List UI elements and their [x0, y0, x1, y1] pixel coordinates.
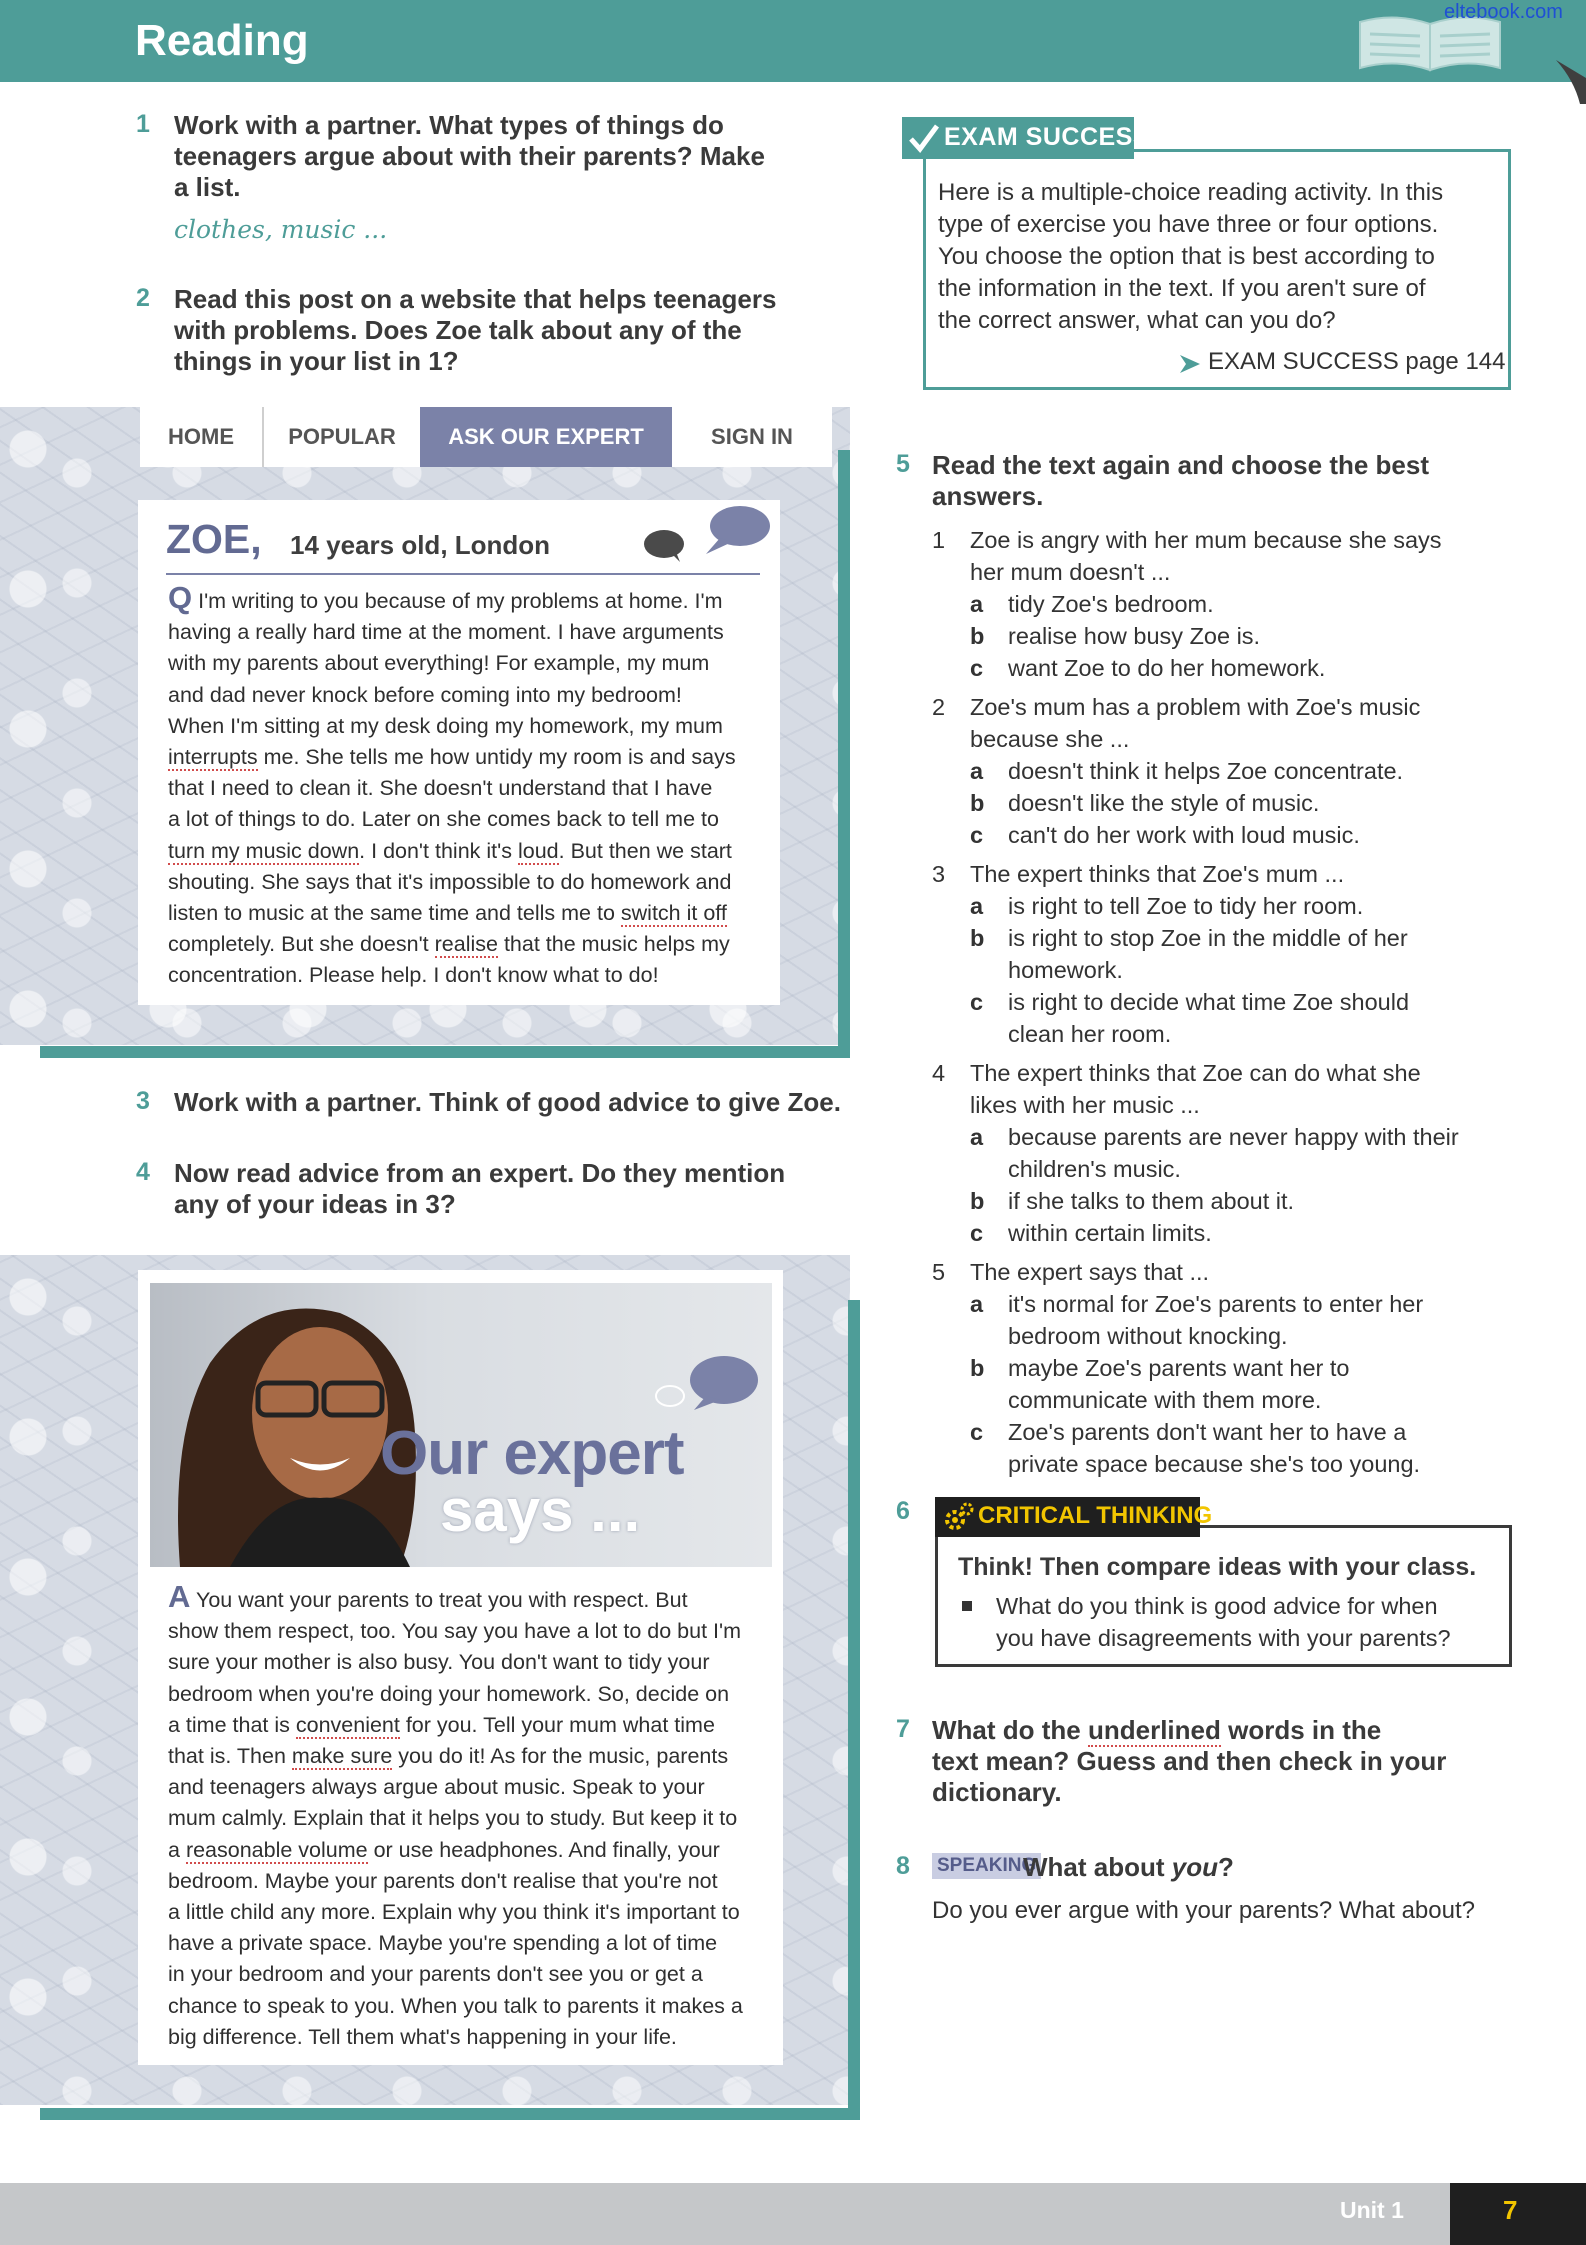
- option[interactable]: b is right to stop Zoe in the middle of her homework.: [970, 925, 1408, 983]
- chat-bubble-icon: [650, 1352, 760, 1414]
- option[interactable]: b realise how busy Zoe is.: [970, 623, 1261, 649]
- exercise-5-number: 5: [896, 450, 910, 478]
- page-title: Reading: [135, 16, 309, 65]
- exercise-6-number: 6: [896, 1497, 910, 1525]
- exercise-3-number: 3: [136, 1087, 150, 1115]
- expert-says: says ...: [440, 1477, 641, 1544]
- expert-advice: A You want your parents to treat you with respect. But show them respect, too. You say you have a lot to do but I'm sure your mother is also busy. You don't want to tidy your bedroom when you're doing your homework. So, decide on a time that is convenient for you. Tell your mum what time that is. Then make sure you do it! As for the music, parents and teenagers always argue about music. Speak to your mum calmly. Explain that it helps you to study. But keep it to a reasonable volume or use headphones. And finally, your bedroom. Maybe your parents don't realise that you're not a little child any more. Explain why you think it's important to have a private space. Maybe you're spending a lot of time in your bedroom and your parents don't see you or get a chance to speak to you. When you talk to parents it makes a big difference. Tell them what's happening in your life.: [168, 1579, 743, 2049]
- exercise-5-instruction: Read the text again and choose the best answers.: [932, 450, 1429, 511]
- arrow-right-icon: [1178, 352, 1202, 376]
- panel-edge: [838, 450, 850, 1058]
- panel-edge-bottom: [40, 1046, 850, 1058]
- question-4: 4 The expert thinks that Zoe can do what she likes with her music ... a because parents are never happy with their children's music. b if she talks to them about it. c within certain limits.: [932, 1057, 1512, 1249]
- panel-edge-2-bottom: [40, 2108, 860, 2120]
- expert-title: Our expert: [380, 1419, 684, 1488]
- exercise-8-question: Do you ever argue with your parents? What about?: [932, 1897, 1475, 1924]
- exercise-4-instruction: Now read advice from an expert. Do they mention any of your ideas in 3?: [174, 1158, 786, 1219]
- exam-success-label: EXAM SUCCESS: [944, 123, 1151, 151]
- option[interactable]: a tidy Zoe's bedroom.: [970, 591, 1214, 617]
- exercise-1-number: 1: [136, 110, 150, 138]
- question-2: 2 Zoe's mum has a problem with Zoe's music because she ... a doesn't think it helps Zoe concentrate. b doesn't like the style of music. c can't do her work with loud music.: [932, 691, 1512, 851]
- option[interactable]: c want Zoe to do her homework.: [970, 655, 1326, 681]
- exercise-1-example-answer: clothes, music ...: [174, 215, 388, 244]
- exercise-7-number: 7: [896, 1715, 910, 1743]
- unit-label: Unit 1: [1340, 2197, 1404, 2223]
- critical-thinking-heading: Think! Then compare ideas with your class.: [958, 1553, 1477, 1581]
- speech-bubble-icon: [640, 502, 770, 562]
- option[interactable]: c Zoe's parents don't want her to have a private space because she's too young.: [970, 1419, 1421, 1477]
- critical-thinking-label: CRITICAL THINKING: [978, 1502, 1213, 1529]
- gears-icon: [942, 1500, 976, 1534]
- exercise-2-number: 2: [136, 284, 150, 312]
- site-link[interactable]: eltebook.com: [1444, 1, 1563, 23]
- option[interactable]: b maybe Zoe's parents want her to communicate with them more.: [970, 1355, 1350, 1413]
- exercise-5-questions: [932, 524, 1512, 1480]
- panel-edge-2: [848, 1300, 860, 2120]
- zoe-letter: Q I'm writing to you because of my problems at home. I'm having a really hard time at the moment. I have arguments with my parents about everything! For example, my mum and dad never knock before coming into my bedroom! When I'm sitting at my desk doing my homework, my mum interrupts me. She tells me how untidy my room is and says that I need to clean it. She doesn't understand that I have a lot of things to do. Later on she comes back to tell me to turn my music down. I don't think it's loud. But then we start shouting. She says that it's impossible to do homework and listen to music at the same time and tells me to switch it off completely. But she doesn't realise that the music helps my concentration. Please help. I don't know what to do!: [168, 580, 736, 988]
- nav-ask-expert[interactable]: ASK OUR EXPERT: [420, 407, 672, 467]
- check-icon: [908, 122, 940, 154]
- exercise-3-instruction: Work with a partner. Think of good advice to give Zoe.: [174, 1087, 841, 1117]
- zoe-name: ZOE,: [166, 516, 262, 562]
- zoe-details: 14 years old, London: [290, 530, 551, 560]
- exercise-2-instruction: Read this post on a website that helps teenagers with problems. Does Zoe talk about any of the things in your list in 1?: [174, 284, 777, 376]
- exercise-8-number: 8: [896, 1852, 910, 1880]
- corner-decoration: [1556, 60, 1586, 104]
- option[interactable]: c is right to decide what time Zoe should clean her room.: [970, 989, 1410, 1047]
- option[interactable]: c within certain limits.: [970, 1220, 1212, 1246]
- exercise-7-instruction: What do the underlined words in the text mean? Guess and then check in your dictionary.: [932, 1715, 1447, 1807]
- exam-success-text: Here is a multiple-choice reading activity. In this type of exercise you have three or four options. You choose the option that is best according to the information in the text. If you aren't sure of the correct answer, what can you do?: [938, 179, 1444, 334]
- question-1: 1 Zoe is angry with her mum because she says her mum doesn't ... a tidy Zoe's bedroom. b realise how busy Zoe is. c want Zoe to do her homework.: [932, 524, 1512, 684]
- title-rule: [166, 573, 760, 575]
- option[interactable]: a because parents are never happy with their children's music.: [970, 1124, 1459, 1182]
- exercise-4-number: 4: [136, 1158, 150, 1186]
- speaking-tag: SPEAKING: [932, 1853, 1041, 1879]
- exam-success-reference[interactable]: EXAM SUCCESS page 144: [1208, 348, 1506, 375]
- nav-sign-in[interactable]: SIGN IN: [672, 407, 832, 467]
- option[interactable]: a doesn't think it helps Zoe concentrate.: [970, 758, 1404, 784]
- nav-home[interactable]: HOME: [168, 424, 234, 449]
- option[interactable]: c can't do her work with loud music.: [970, 822, 1360, 848]
- page-number: 7: [1503, 2195, 1518, 2225]
- exercise-8-heading: What about you?: [1023, 1852, 1234, 1882]
- option[interactable]: b doesn't like the style of music.: [970, 790, 1320, 816]
- critical-thinking-question: What do you think is good advice for when you have disagreements with your parents?: [996, 1593, 1451, 1651]
- exercise-1-instruction: Work with a partner. What types of things do teenagers argue about with their parents? Make a list.: [174, 110, 765, 202]
- question-3: 3 The expert thinks that Zoe's mum ... a is right to tell Zoe to tidy her room. b is right to stop Zoe in the middle of her homework. c is right to decide what time Zoe should clean her room.: [932, 858, 1512, 1050]
- page-number-box: [1450, 2183, 1586, 2245]
- nav-popular[interactable]: POPULAR: [288, 424, 396, 449]
- option[interactable]: a it's normal for Zoe's parents to enter her bedroom without knocking.: [970, 1291, 1424, 1349]
- question-5: 5 The expert says that ... a it's normal for Zoe's parents to enter her bedroom without knocking. b maybe Zoe's parents want her to communicate with them more. c Zoe's parents don't want her to have a private space because she's too young.: [932, 1256, 1512, 1480]
- option[interactable]: a is right to tell Zoe to tidy her room.: [970, 893, 1364, 919]
- bullet-icon: [962, 1601, 972, 1611]
- option[interactable]: b if she talks to them about it.: [970, 1188, 1295, 1214]
